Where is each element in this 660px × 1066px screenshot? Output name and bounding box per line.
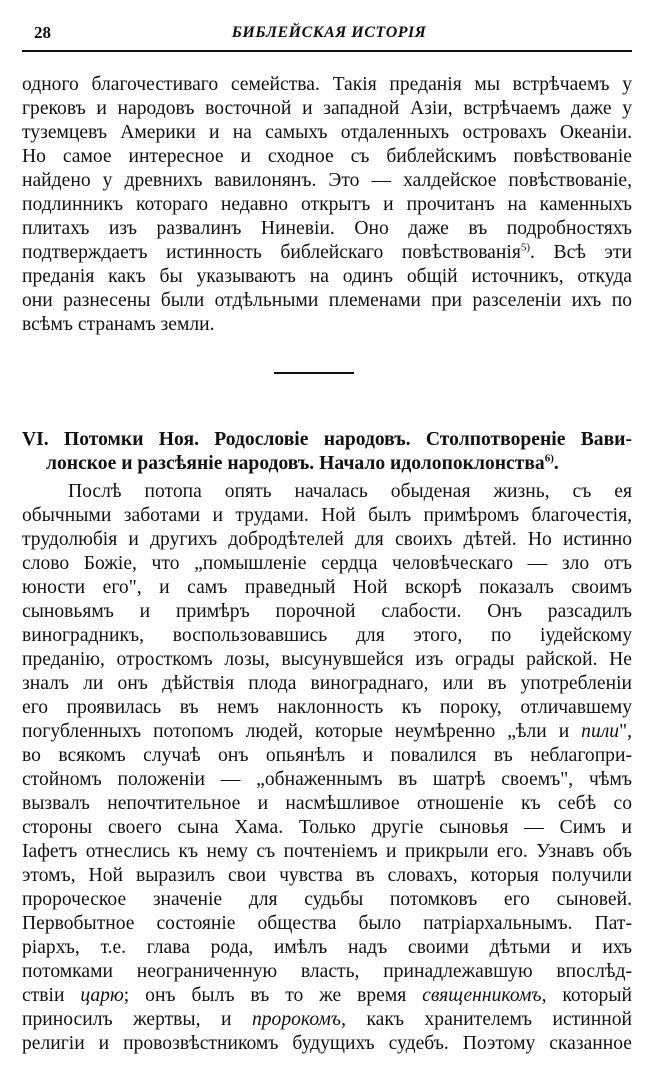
text-line: преданію, отросткомъ лозы, высунувшейся изъ ограды райской. Не [22, 649, 632, 670]
text-line: зналъ ли онъ дѣйствія плода винограднаго, или въ употребленіи [22, 673, 632, 694]
running-title: БИБЛЕЙСКАЯ ИСТОРІЯ [231, 24, 427, 41]
text-span: приносилъ жертвы, и [22, 1009, 252, 1030]
text-line: его проявилась въ немъ наклонность къ пороку, отличавшему [22, 697, 632, 718]
text-line: потомками неограниченную власть, принадлежавшую впослѣд- [22, 961, 632, 982]
italic-word: пророкомъ [251, 1009, 342, 1030]
text-line: грековъ и народовъ восточной и западной Азіи, встрѣчаемъ даже у [22, 98, 632, 119]
text-line: стойномъ положеніи — „обнаженнымъ въ шатрѣ своемъ", чѣмъ [22, 769, 632, 790]
text-line: преданія какъ бы указываютъ на одинъ общій источникъ, откуда [22, 266, 632, 287]
text-line: этомъ, Ной выразилъ свои чувства въ словахъ, которыя получили [22, 865, 632, 886]
text-line: пророческое значеніе для судьбы потомковъ его сыновей. [22, 889, 632, 910]
text-span: , который [541, 985, 632, 1006]
text-line: стороны своего сына Хама. Только другіе сыновья — Симъ и [22, 817, 632, 838]
text-line [22, 984, 632, 1008]
text-line: они разнесены были отдѣльными племенами при разселеніи ихъ по [22, 290, 632, 311]
text-span: ствіи [22, 985, 81, 1006]
text-line [22, 241, 632, 265]
text-line: слово Божіе, что „помышленіе сердца человѣческаго — зло отъ [22, 553, 632, 574]
text-line: сыновьямъ и примѣръ порочной слабости. Онъ разсадилъ [22, 601, 632, 622]
text-line: виноградникъ, воспользовавшись для этого, по іудейскому [22, 625, 632, 646]
text-line: трудолюбія и другихъ добродѣтелей для своихъ дѣтей. Но истинно [22, 529, 632, 550]
text-line: юности его", и самъ праведный Ной вскорѣ показалъ своимъ [22, 577, 632, 598]
text-span: погубленныхъ потопомъ людей, которые неумѣренно „ѣли и [22, 721, 582, 742]
text-line: всѣмъ странамъ земли. [22, 314, 215, 335]
header-rule [22, 50, 632, 52]
text-span: . [553, 453, 559, 474]
text-span: лонское и разсѣяніе народовъ. Начало идолопоклонства [46, 453, 545, 474]
text-line: во всякомъ случаѣ онъ опьянѣлъ и повалился въ неблагопри- [22, 745, 632, 766]
text-line: Но самое интересное и сходное съ библейскимъ повѣствованіе [22, 146, 632, 167]
section-heading: VI. Потомки Ноя. Родословіе народовъ. Столпотвореніе Вави- [22, 429, 632, 450]
italic-word: царю [80, 985, 124, 1006]
page-header [25, 22, 633, 46]
section-heading-cont [22, 452, 632, 476]
page-number: 28 [34, 23, 51, 42]
text-line: подлинникъ котораго недавно открытъ и прочитанъ на каменныхъ [22, 194, 632, 215]
text-span: подтверждаетъ истинность библейскаго повѣствованія [22, 242, 521, 263]
text-line [22, 720, 632, 744]
text-line: Послѣ потопа опять началась обыденая жизнь, съ ея [68, 481, 632, 502]
footnote-ref: 5) [520, 241, 530, 254]
text-span: ; онъ былъ въ то же время [123, 985, 423, 1006]
text-line: плитахъ изъ развалинъ Ниневіи. Оно даже въ подробностяхъ [22, 218, 632, 239]
text-line: найдено у древнихъ вавилонянъ. Это — халдейское повѣствованіе, [22, 170, 632, 191]
text-line: вызвалъ непочтительное и насмѣшливое отношеніе къ себѣ со [22, 793, 632, 814]
footnote-ref: 6) [544, 452, 554, 465]
text-line: ріархъ, т.е. глава рода, имѣлъ надъ своими дѣтьми и ихъ [22, 937, 632, 958]
text-line: Іафетъ отнеслись къ нему съ почтеніемъ и прикрыли его. Узнавъ объ [22, 841, 632, 862]
italic-word: пили [581, 721, 620, 742]
italic-word: священникомъ [422, 985, 542, 1006]
text-line: обычными заботами и трудами. Ной былъ примѣромъ благочестія, [22, 505, 632, 526]
text-line: одного благочестиваго семейства. Такія преданія мы встрѣчаемъ у [22, 74, 632, 95]
text-span: ", [619, 721, 632, 742]
section-separator [274, 372, 354, 374]
text-line: туземцевъ Америки и на самыхъ отдаленныхъ островахъ Океаніи. [22, 122, 632, 143]
text-line: Первобытное состояніе общества было патріархальнымъ. Пат- [22, 913, 632, 934]
text-line [22, 1008, 632, 1032]
text-span: , какъ хранителемъ истинной [341, 1009, 632, 1030]
text-span: . Всѣ эти [530, 242, 632, 263]
text-line: религіи и провозвѣстникомъ будущихъ судебъ. Поэтому сказанное [22, 1033, 632, 1054]
